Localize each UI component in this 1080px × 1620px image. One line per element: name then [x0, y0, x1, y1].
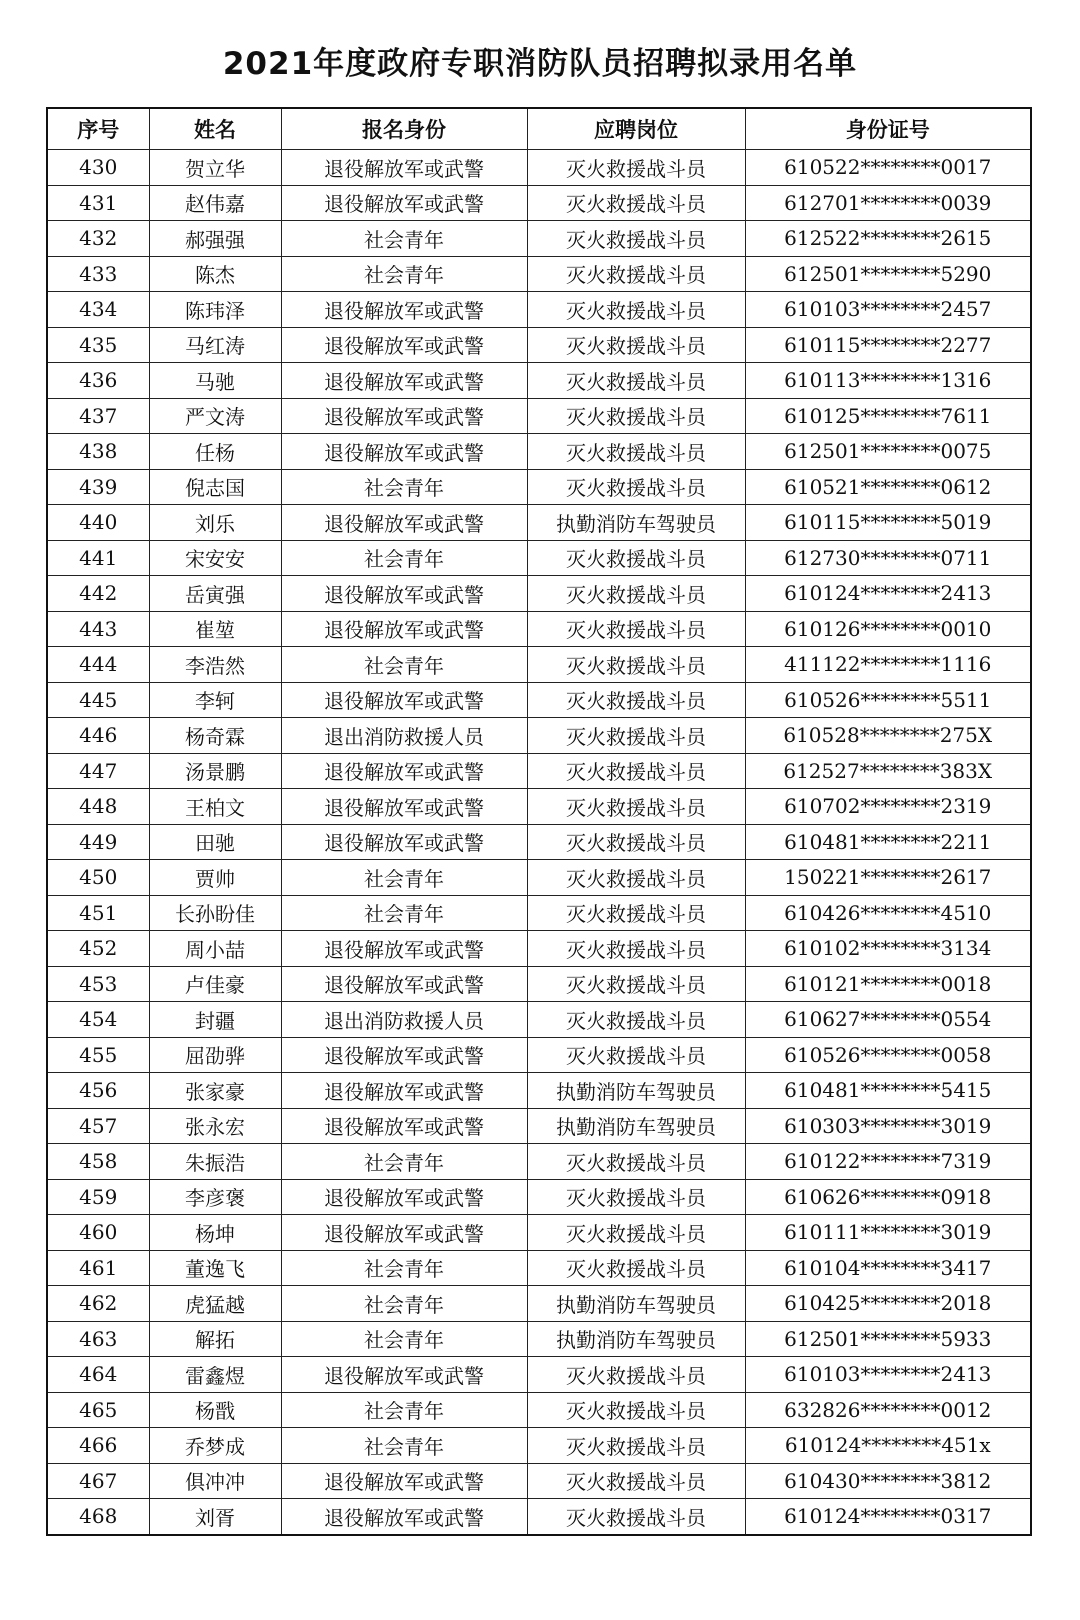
table-row: [47, 824, 1031, 860]
table-row: [47, 682, 1031, 718]
position-cell: 灭火救援战斗员: [527, 966, 745, 1002]
id-number-cell: 610303********3019: [745, 1108, 1031, 1144]
id-number-cell: 610122********7319: [745, 1144, 1031, 1180]
applicant-status-cell: 退役解放军或武警: [281, 150, 527, 186]
id-number-cell: 610526********0058: [745, 1037, 1031, 1073]
position-cell: 灭火救援战斗员: [527, 824, 745, 860]
serial-number-cell: 442: [47, 576, 149, 612]
id-number-cell: 610481********2211: [745, 824, 1031, 860]
id-number-cell: 610113********1316: [745, 363, 1031, 399]
position-cell: 灭火救援战斗员: [527, 434, 745, 470]
table-row: [47, 1392, 1031, 1428]
applicant-status-cell: 退役解放军或武警: [281, 1215, 527, 1251]
table-row: [47, 363, 1031, 399]
serial-number-cell: 444: [47, 647, 149, 683]
position-cell: 灭火救援战斗员: [527, 576, 745, 612]
position-cell: 灭火救援战斗员: [527, 150, 745, 186]
header-id-number: 身份证号: [745, 108, 1031, 150]
table-row: [47, 221, 1031, 257]
position-cell: 灭火救援战斗员: [527, 1037, 745, 1073]
name-cell: 岳寅强: [149, 576, 281, 612]
name-cell: 李浩然: [149, 647, 281, 683]
id-number-cell: 612730********0711: [745, 540, 1031, 576]
name-cell: 王柏文: [149, 789, 281, 825]
position-cell: 灭火救援战斗员: [527, 327, 745, 363]
table-row: [47, 1108, 1031, 1144]
header-name: 姓名: [149, 108, 281, 150]
applicant-status-cell: 社会青年: [281, 540, 527, 576]
serial-number-cell: 450: [47, 860, 149, 896]
name-cell: 乔梦成: [149, 1428, 281, 1464]
name-cell: 雷鑫煜: [149, 1357, 281, 1393]
header-serial-number: 序号: [47, 108, 149, 150]
serial-number-cell: 453: [47, 966, 149, 1002]
position-cell: 灭火救援战斗员: [527, 611, 745, 647]
id-number-cell: 610124********451x: [745, 1428, 1031, 1464]
position-cell: 灭火救援战斗员: [527, 1499, 745, 1535]
table-body: [47, 150, 1031, 1535]
table-row: [47, 1002, 1031, 1038]
serial-number-cell: 438: [47, 434, 149, 470]
id-number-cell: 610702********2319: [745, 789, 1031, 825]
name-cell: 贺立华: [149, 150, 281, 186]
applicant-status-cell: 社会青年: [281, 647, 527, 683]
table-row: [47, 753, 1031, 789]
serial-number-cell: 465: [47, 1392, 149, 1428]
name-cell: 陈杰: [149, 256, 281, 292]
id-number-cell: 610115********2277: [745, 327, 1031, 363]
table-row: [47, 505, 1031, 541]
name-cell: 贾帅: [149, 860, 281, 896]
id-number-cell: 612522********2615: [745, 221, 1031, 257]
name-cell: 陈玮泽: [149, 292, 281, 328]
applicant-status-cell: 社会青年: [281, 1392, 527, 1428]
serial-number-cell: 430: [47, 150, 149, 186]
position-cell: 灭火救援战斗员: [527, 1463, 745, 1499]
table-row: [47, 647, 1031, 683]
serial-number-cell: 432: [47, 221, 149, 257]
id-number-cell: 150221********2617: [745, 860, 1031, 896]
name-cell: 李轲: [149, 682, 281, 718]
name-cell: 赵伟嘉: [149, 185, 281, 221]
name-cell: 杨奇霖: [149, 718, 281, 754]
table-row: [47, 1499, 1031, 1535]
position-cell: 灭火救援战斗员: [527, 469, 745, 505]
name-cell: 张家豪: [149, 1073, 281, 1109]
name-cell: 宋安安: [149, 540, 281, 576]
name-cell: 刘胥: [149, 1499, 281, 1535]
name-cell: 崔堃: [149, 611, 281, 647]
id-number-cell: 610103********2457: [745, 292, 1031, 328]
table-row: [47, 256, 1031, 292]
table-row: [47, 327, 1031, 363]
id-number-cell: 612701********0039: [745, 185, 1031, 221]
applicant-status-cell: 社会青年: [281, 1428, 527, 1464]
applicant-status-cell: 社会青年: [281, 221, 527, 257]
id-number-cell: 610425********2018: [745, 1286, 1031, 1322]
applicant-status-cell: 退役解放军或武警: [281, 576, 527, 612]
table-row: [47, 860, 1031, 896]
name-cell: 张永宏: [149, 1108, 281, 1144]
name-cell: 严文涛: [149, 398, 281, 434]
name-cell: 朱振浩: [149, 1144, 281, 1180]
position-cell: 灭火救援战斗员: [527, 1250, 745, 1286]
applicant-status-cell: 社会青年: [281, 1144, 527, 1180]
table-row: [47, 150, 1031, 186]
id-number-cell: 612501********0075: [745, 434, 1031, 470]
applicant-status-cell: 社会青年: [281, 1250, 527, 1286]
position-cell: 灭火救援战斗员: [527, 1002, 745, 1038]
serial-number-cell: 434: [47, 292, 149, 328]
position-cell: 执勤消防车驾驶员: [527, 1073, 745, 1109]
id-number-cell: 612501********5290: [745, 256, 1031, 292]
serial-number-cell: 447: [47, 753, 149, 789]
serial-number-cell: 436: [47, 363, 149, 399]
serial-number-cell: 443: [47, 611, 149, 647]
applicant-status-cell: 退役解放军或武警: [281, 1357, 527, 1393]
applicant-status-cell: 退役解放军或武警: [281, 292, 527, 328]
name-cell: 长孙盼佳: [149, 895, 281, 931]
name-cell: 杨戬: [149, 1392, 281, 1428]
position-cell: 灭火救援战斗员: [527, 1179, 745, 1215]
position-cell: 灭火救援战斗员: [527, 292, 745, 328]
table-row: [47, 1073, 1031, 1109]
id-number-cell: 610626********0918: [745, 1179, 1031, 1215]
serial-number-cell: 457: [47, 1108, 149, 1144]
table-row: [47, 611, 1031, 647]
position-cell: 执勤消防车驾驶员: [527, 1286, 745, 1322]
applicant-status-cell: 退役解放军或武警: [281, 611, 527, 647]
name-cell: 任杨: [149, 434, 281, 470]
serial-number-cell: 439: [47, 469, 149, 505]
position-cell: 灭火救援战斗员: [527, 221, 745, 257]
position-cell: 灭火救援战斗员: [527, 1144, 745, 1180]
table-row: [47, 966, 1031, 1002]
id-number-cell: 610125********7611: [745, 398, 1031, 434]
id-number-cell: 610121********0018: [745, 966, 1031, 1002]
position-cell: 灭火救援战斗员: [527, 398, 745, 434]
serial-number-cell: 446: [47, 718, 149, 754]
table-row: [47, 576, 1031, 612]
id-number-cell: 610111********3019: [745, 1215, 1031, 1251]
table-row: [47, 1037, 1031, 1073]
position-cell: 灭火救援战斗员: [527, 753, 745, 789]
table-row: [47, 469, 1031, 505]
id-number-cell: 610627********0554: [745, 1002, 1031, 1038]
applicant-status-cell: 退出消防救援人员: [281, 718, 527, 754]
table-row: [47, 398, 1031, 434]
name-cell: 卢佳豪: [149, 966, 281, 1002]
applicant-status-cell: 退役解放军或武警: [281, 1499, 527, 1535]
id-number-cell: 411122********1116: [745, 647, 1031, 683]
serial-number-cell: 435: [47, 327, 149, 363]
table-row: [47, 1250, 1031, 1286]
id-number-cell: 610526********5511: [745, 682, 1031, 718]
name-cell: 郝强强: [149, 221, 281, 257]
name-cell: 汤景鹏: [149, 753, 281, 789]
serial-number-cell: 448: [47, 789, 149, 825]
applicant-status-cell: 退役解放军或武警: [281, 363, 527, 399]
id-number-cell: 632826********0012: [745, 1392, 1031, 1428]
applicant-status-cell: 退役解放军或武警: [281, 966, 527, 1002]
table-row: [47, 895, 1031, 931]
serial-number-cell: 456: [47, 1073, 149, 1109]
name-cell: 马红涛: [149, 327, 281, 363]
id-number-cell: 610426********4510: [745, 895, 1031, 931]
recruitment-table: [46, 107, 1032, 1536]
position-cell: 灭火救援战斗员: [527, 647, 745, 683]
name-cell: 董逸飞: [149, 1250, 281, 1286]
applicant-status-cell: 退役解放军或武警: [281, 1073, 527, 1109]
id-number-cell: 610102********3134: [745, 931, 1031, 967]
position-cell: 执勤消防车驾驶员: [527, 1108, 745, 1144]
serial-number-cell: 459: [47, 1179, 149, 1215]
position-cell: 执勤消防车驾驶员: [527, 1321, 745, 1357]
id-number-cell: 610124********2413: [745, 576, 1031, 612]
serial-number-cell: 437: [47, 398, 149, 434]
id-number-cell: 610521********0612: [745, 469, 1031, 505]
applicant-status-cell: 退役解放军或武警: [281, 1108, 527, 1144]
serial-number-cell: 451: [47, 895, 149, 931]
position-cell: 灭火救援战斗员: [527, 185, 745, 221]
header-applicant-status: 报名身份: [281, 108, 527, 150]
table-row: [47, 1286, 1031, 1322]
position-cell: 灭火救援战斗员: [527, 1428, 745, 1464]
position-cell: 灭火救援战斗员: [527, 540, 745, 576]
name-cell: 屈劭骅: [149, 1037, 281, 1073]
table-row: [47, 1428, 1031, 1464]
id-number-cell: 612501********5933: [745, 1321, 1031, 1357]
name-cell: 刘乐: [149, 505, 281, 541]
applicant-status-cell: 社会青年: [281, 1321, 527, 1357]
table-row: [47, 1144, 1031, 1180]
applicant-status-cell: 退役解放军或武警: [281, 1463, 527, 1499]
applicant-status-cell: 退役解放军或武警: [281, 185, 527, 221]
applicant-status-cell: 社会青年: [281, 860, 527, 896]
applicant-status-cell: 退役解放军或武警: [281, 398, 527, 434]
position-cell: 灭火救援战斗员: [527, 1392, 745, 1428]
id-number-cell: 612527********383X: [745, 753, 1031, 789]
applicant-status-cell: 退役解放军或武警: [281, 434, 527, 470]
name-cell: 倪志国: [149, 469, 281, 505]
position-cell: 灭火救援战斗员: [527, 1357, 745, 1393]
applicant-status-cell: 退役解放军或武警: [281, 789, 527, 825]
applicant-status-cell: 社会青年: [281, 469, 527, 505]
id-number-cell: 610528********275X: [745, 718, 1031, 754]
table-row: [47, 1357, 1031, 1393]
table-row: [47, 292, 1031, 328]
page-title: 2021年度政府专职消防队员招聘拟录用名单: [222, 46, 858, 82]
position-cell: 灭火救援战斗员: [527, 860, 745, 896]
table-row: [47, 1463, 1031, 1499]
serial-number-cell: 464: [47, 1357, 149, 1393]
position-cell: 灭火救援战斗员: [527, 256, 745, 292]
name-cell: 李彦褒: [149, 1179, 281, 1215]
serial-number-cell: 440: [47, 505, 149, 541]
position-cell: 灭火救援战斗员: [527, 1215, 745, 1251]
serial-number-cell: 467: [47, 1463, 149, 1499]
serial-number-cell: 433: [47, 256, 149, 292]
position-cell: 灭火救援战斗员: [527, 682, 745, 718]
position-cell: 灭火救援战斗员: [527, 789, 745, 825]
name-cell: 马驰: [149, 363, 281, 399]
table-row: [47, 718, 1031, 754]
table-row: [47, 185, 1031, 221]
position-cell: 灭火救援战斗员: [527, 895, 745, 931]
applicant-status-cell: 退役解放军或武警: [281, 505, 527, 541]
name-cell: 虎猛越: [149, 1286, 281, 1322]
position-cell: 执勤消防车驾驶员: [527, 505, 745, 541]
id-number-cell: 610126********0010: [745, 611, 1031, 647]
applicant-status-cell: 社会青年: [281, 1286, 527, 1322]
name-cell: 解拓: [149, 1321, 281, 1357]
table-row: [47, 1179, 1031, 1215]
serial-number-cell: 458: [47, 1144, 149, 1180]
id-number-cell: 610124********0317: [745, 1499, 1031, 1535]
name-cell: 田驰: [149, 824, 281, 860]
serial-number-cell: 431: [47, 185, 149, 221]
applicant-status-cell: 退役解放军或武警: [281, 327, 527, 363]
table-row: [47, 1321, 1031, 1357]
table-row: [47, 931, 1031, 967]
serial-number-cell: 452: [47, 931, 149, 967]
table-row: [47, 1215, 1031, 1251]
applicant-status-cell: 退役解放军或武警: [281, 1037, 527, 1073]
id-number-cell: 610104********3417: [745, 1250, 1031, 1286]
applicant-status-cell: 社会青年: [281, 895, 527, 931]
serial-number-cell: 468: [47, 1499, 149, 1535]
applicant-status-cell: 退役解放军或武警: [281, 682, 527, 718]
position-cell: 灭火救援战斗员: [527, 931, 745, 967]
applicant-status-cell: 退役解放军或武警: [281, 1179, 527, 1215]
table-row: [47, 434, 1031, 470]
name-cell: 封疆: [149, 1002, 281, 1038]
applicant-status-cell: 社会青年: [281, 256, 527, 292]
name-cell: 俱冲冲: [149, 1463, 281, 1499]
name-cell: 周小喆: [149, 931, 281, 967]
applicant-status-cell: 退役解放军或武警: [281, 931, 527, 967]
table-header-row: [47, 108, 1031, 150]
position-cell: 灭火救援战斗员: [527, 718, 745, 754]
serial-number-cell: 461: [47, 1250, 149, 1286]
applicant-status-cell: 退出消防救援人员: [281, 1002, 527, 1038]
serial-number-cell: 455: [47, 1037, 149, 1073]
id-number-cell: 610522********0017: [745, 150, 1031, 186]
position-cell: 灭火救援战斗员: [527, 363, 745, 399]
id-number-cell: 610430********3812: [745, 1463, 1031, 1499]
serial-number-cell: 445: [47, 682, 149, 718]
serial-number-cell: 462: [47, 1286, 149, 1322]
applicant-status-cell: 退役解放军或武警: [281, 753, 527, 789]
table-row: [47, 540, 1031, 576]
serial-number-cell: 460: [47, 1215, 149, 1251]
serial-number-cell: 449: [47, 824, 149, 860]
applicant-status-cell: 退役解放军或武警: [281, 824, 527, 860]
header-position: 应聘岗位: [527, 108, 745, 150]
id-number-cell: 610103********2413: [745, 1357, 1031, 1393]
serial-number-cell: 441: [47, 540, 149, 576]
table-row: [47, 789, 1031, 825]
id-number-cell: 610115********5019: [745, 505, 1031, 541]
name-cell: 杨坤: [149, 1215, 281, 1251]
serial-number-cell: 463: [47, 1321, 149, 1357]
serial-number-cell: 466: [47, 1428, 149, 1464]
id-number-cell: 610481********5415: [745, 1073, 1031, 1109]
serial-number-cell: 454: [47, 1002, 149, 1038]
